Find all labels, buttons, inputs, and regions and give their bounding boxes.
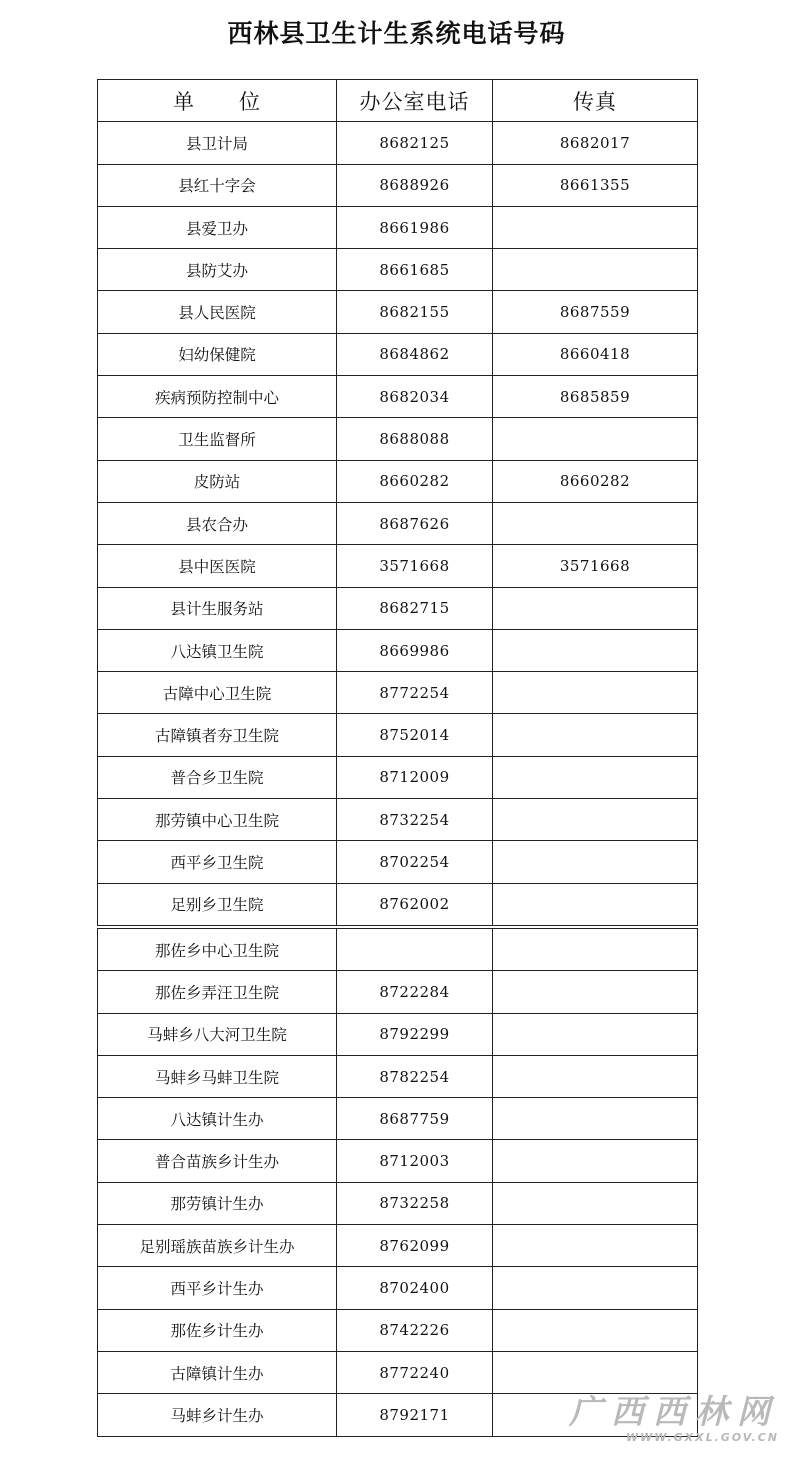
office-phone-cell: 8712009 bbox=[337, 756, 493, 798]
fax-cell bbox=[493, 418, 698, 460]
table-row bbox=[98, 418, 698, 460]
office-phone-cell: 8752014 bbox=[337, 714, 493, 756]
office-phone-cell: 8688926 bbox=[337, 164, 493, 206]
table-row bbox=[98, 587, 698, 629]
site-watermark bbox=[569, 1393, 779, 1445]
office-phone-cell: 8661685 bbox=[337, 249, 493, 291]
table-row bbox=[98, 164, 698, 206]
office-phone-cell: 8772240 bbox=[337, 1351, 493, 1393]
fax-cell bbox=[493, 841, 698, 883]
fax-cell bbox=[493, 672, 698, 714]
table-row bbox=[98, 460, 698, 502]
table-row bbox=[98, 1055, 698, 1097]
table-row bbox=[98, 841, 698, 883]
fax-cell bbox=[493, 799, 698, 841]
fax-cell bbox=[493, 587, 698, 629]
unit-cell: 普合苗族乡计生办 bbox=[98, 1140, 337, 1182]
office-phone-cell: 8772254 bbox=[337, 672, 493, 714]
fax-cell: 8682017 bbox=[493, 122, 698, 164]
fax-cell: 8687559 bbox=[493, 291, 698, 333]
office-phone-cell: 8762002 bbox=[337, 883, 493, 925]
table-row bbox=[98, 714, 698, 756]
office-phone-cell: 8792171 bbox=[337, 1394, 493, 1436]
unit-cell: 县防艾办 bbox=[98, 249, 337, 291]
fax-cell bbox=[493, 714, 698, 756]
fax-cell bbox=[493, 1309, 698, 1351]
fax-cell bbox=[493, 502, 698, 544]
table-row bbox=[98, 502, 698, 544]
unit-cell: 那佐乡计生办 bbox=[98, 1309, 337, 1351]
table-row bbox=[98, 971, 698, 1013]
fax-cell bbox=[493, 1267, 698, 1309]
table-row bbox=[98, 1309, 698, 1351]
table-row bbox=[98, 1225, 698, 1267]
header-fax: 传真 bbox=[493, 80, 698, 122]
office-phone-cell: 8682155 bbox=[337, 291, 493, 333]
table-row bbox=[98, 1267, 698, 1309]
unit-cell: 县卫计局 bbox=[98, 122, 337, 164]
fax-cell bbox=[493, 971, 698, 1013]
unit-cell: 足别乡卫生院 bbox=[98, 883, 337, 925]
fax-cell bbox=[493, 756, 698, 798]
unit-cell: 西平乡卫生院 bbox=[98, 841, 337, 883]
office-phone-cell: 8682034 bbox=[337, 376, 493, 418]
table-row bbox=[98, 249, 698, 291]
table-row bbox=[98, 1182, 698, 1224]
office-phone-cell: 8732258 bbox=[337, 1182, 493, 1224]
header-row bbox=[98, 80, 698, 122]
table-row bbox=[98, 1098, 698, 1140]
office-phone-cell: 8702254 bbox=[337, 841, 493, 883]
unit-cell: 皮防站 bbox=[98, 460, 337, 502]
office-phone-cell: 3571668 bbox=[337, 545, 493, 587]
office-phone-cell: 8742226 bbox=[337, 1309, 493, 1351]
fax-cell: 8685859 bbox=[493, 376, 698, 418]
unit-cell: 妇幼保健院 bbox=[98, 333, 337, 375]
office-phone-cell: 8687626 bbox=[337, 502, 493, 544]
fax-cell bbox=[493, 206, 698, 248]
office-phone-cell: 8712003 bbox=[337, 1140, 493, 1182]
fax-cell: 8661355 bbox=[493, 164, 698, 206]
phone-directory-table-continued bbox=[97, 928, 698, 1437]
office-phone-cell: 8660282 bbox=[337, 460, 493, 502]
fax-cell bbox=[493, 1182, 698, 1224]
unit-cell: 那劳镇计生办 bbox=[98, 1182, 337, 1224]
header-office-phone: 办公室电话 bbox=[337, 80, 493, 122]
table-row bbox=[98, 1140, 698, 1182]
fax-cell: 8660418 bbox=[493, 333, 698, 375]
office-phone-cell: 8682125 bbox=[337, 122, 493, 164]
header-unit: 单 位 bbox=[98, 80, 337, 122]
fax-cell bbox=[493, 1351, 698, 1393]
table-row bbox=[98, 883, 698, 925]
table-row bbox=[98, 1013, 698, 1055]
unit-cell: 县红十字会 bbox=[98, 164, 337, 206]
unit-cell: 卫生监督所 bbox=[98, 418, 337, 460]
unit-cell: 西平乡计生办 bbox=[98, 1267, 337, 1309]
unit-cell: 八达镇卫生院 bbox=[98, 629, 337, 671]
unit-cell: 那佐乡中心卫生院 bbox=[98, 929, 337, 971]
fax-cell bbox=[493, 883, 698, 925]
table-row bbox=[98, 206, 698, 248]
unit-cell: 县中医医院 bbox=[98, 545, 337, 587]
unit-cell: 县农合办 bbox=[98, 502, 337, 544]
watermark-text: 广西西林网 bbox=[569, 1392, 779, 1431]
unit-cell: 马蚌乡计生办 bbox=[98, 1394, 337, 1436]
table-row bbox=[98, 672, 698, 714]
table-row bbox=[98, 376, 698, 418]
page-title: 西林县卫生计生系统电话号码 bbox=[227, 19, 566, 48]
unit-cell: 疾病预防控制中心 bbox=[98, 376, 337, 418]
fax-cell bbox=[493, 1225, 698, 1267]
unit-cell: 足别瑶族苗族乡计生办 bbox=[98, 1225, 337, 1267]
fax-cell bbox=[493, 1013, 698, 1055]
table-row bbox=[98, 122, 698, 164]
office-phone-cell: 8722284 bbox=[337, 971, 493, 1013]
office-phone-cell bbox=[337, 929, 493, 971]
unit-cell: 那佐乡弄汪卫生院 bbox=[98, 971, 337, 1013]
office-phone-cell: 8732254 bbox=[337, 799, 493, 841]
fax-cell bbox=[493, 629, 698, 671]
fax-cell bbox=[493, 1055, 698, 1097]
fax-cell: 3571668 bbox=[493, 545, 698, 587]
office-phone-cell: 8661986 bbox=[337, 206, 493, 248]
unit-cell: 马蚌乡马蚌卫生院 bbox=[98, 1055, 337, 1097]
fax-cell bbox=[493, 249, 698, 291]
table-row bbox=[98, 291, 698, 333]
office-phone-cell: 8702400 bbox=[337, 1267, 493, 1309]
table-row bbox=[98, 1351, 698, 1393]
unit-cell: 普合乡卫生院 bbox=[98, 756, 337, 798]
table-row bbox=[98, 333, 698, 375]
watermark-url: WWW.GXXL.GOV.CN bbox=[625, 1431, 779, 1444]
unit-cell: 县人民医院 bbox=[98, 291, 337, 333]
office-phone-cell: 8687759 bbox=[337, 1098, 493, 1140]
unit-cell: 古障镇者夯卫生院 bbox=[98, 714, 337, 756]
unit-cell: 八达镇计生办 bbox=[98, 1098, 337, 1140]
office-phone-cell: 8684862 bbox=[337, 333, 493, 375]
phone-directory-table bbox=[97, 79, 698, 926]
office-phone-cell: 8782254 bbox=[337, 1055, 493, 1097]
unit-cell: 县爱卫办 bbox=[98, 206, 337, 248]
unit-cell: 马蚌乡八大河卫生院 bbox=[98, 1013, 337, 1055]
unit-cell: 古障中心卫生院 bbox=[98, 672, 337, 714]
office-phone-cell: 8682715 bbox=[337, 587, 493, 629]
unit-cell: 县计生服务站 bbox=[98, 587, 337, 629]
office-phone-cell: 8792299 bbox=[337, 1013, 493, 1055]
unit-cell: 那劳镇中心卫生院 bbox=[98, 799, 337, 841]
fax-cell bbox=[493, 1140, 698, 1182]
table-row bbox=[98, 929, 698, 971]
office-phone-cell: 8669986 bbox=[337, 629, 493, 671]
fax-cell: 8660282 bbox=[493, 460, 698, 502]
table-row bbox=[98, 756, 698, 798]
unit-cell: 古障镇计生办 bbox=[98, 1351, 337, 1393]
fax-cell bbox=[493, 1098, 698, 1140]
table-row bbox=[98, 629, 698, 671]
office-phone-cell: 8688088 bbox=[337, 418, 493, 460]
table-row bbox=[98, 799, 698, 841]
table-row bbox=[98, 545, 698, 587]
fax-cell bbox=[493, 929, 698, 971]
office-phone-cell: 8762099 bbox=[337, 1225, 493, 1267]
